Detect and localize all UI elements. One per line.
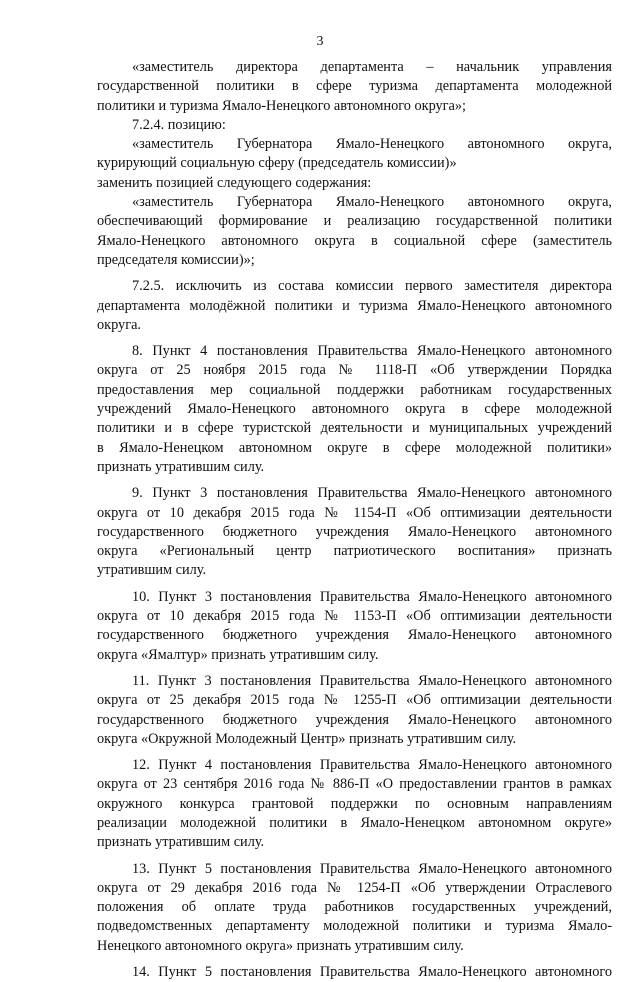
paragraph-gap: [97, 749, 612, 756]
text-line: положения об оплате труда работников государственных учреждений,: [97, 899, 612, 916]
text-line: 13. Пункт 5 постановления Правительства Ямало-Ненецкого автономного: [132, 860, 612, 877]
text-line: 12. Пункт 4 постановления Правительства Ямало-Ненецкого автономного: [132, 757, 612, 774]
text-line: реализации молодежной политики в Ямало-Ненецком автономном округе»: [97, 814, 612, 831]
text-line: окружного конкурса грантовой поддержки по основным направлениям: [97, 795, 612, 812]
text-line: утратившим силу.: [97, 562, 207, 579]
text-line: округа от 23 сентября 2016 года № 886-П «О предоставлении грантов в рамках: [97, 776, 612, 793]
text-line: подведомственных департаменту молодежной политики и туризма Ямало-: [97, 918, 612, 935]
text-line: округа «Региональный центр патриотического воспитания» признать: [97, 543, 612, 560]
text-line: 11. Пункт 3 постановления Правительства Ямало-Ненецкого автономного: [132, 672, 612, 689]
text-line: округа от 10 декабря 2015 года № 1154-П «Об оптимизации деятельности: [97, 504, 612, 521]
text-line: 10. Пункт 3 постановления Правительства Ямало-Ненецкого автономного: [132, 588, 612, 605]
text-line: признать утратившим силу.: [97, 458, 265, 475]
text-line: признать утратившим силу.: [97, 834, 265, 851]
paragraph-gap: [97, 270, 612, 277]
text-line: заменить позицией следующего содержания:: [97, 174, 372, 191]
text-line: округа от 29 декабря 2016 года № 1254-П «Об утверждении Отраслевого: [97, 879, 612, 896]
paragraph-gap: [97, 477, 612, 484]
text-line: 14. Пункт 5 постановления Правительства Ямало-Ненецкого автономного: [132, 964, 612, 981]
text-line: 9. Пункт 3 постановления Правительства Ямало-Ненецкого автономного: [132, 485, 612, 502]
text-line: Ненецкого автономного округа» признать утратившим силу.: [97, 937, 464, 954]
text-line: «заместитель директора департамента – начальник управления: [132, 59, 612, 75]
text-line: округа «Ямалтур» признать утратившим силу.: [97, 646, 379, 663]
text-line: департамента молодёжной политики и туризма Ямало-Ненецкого автономного: [97, 297, 612, 314]
text-line: председателя комиссии)»;: [97, 251, 255, 268]
text-line: политики и туризма Ямало-Ненецкого автономного округа»;: [97, 97, 467, 114]
text-line: «заместитель Губернатора Ямало-Ненецкого автономного округа,: [132, 136, 612, 153]
paragraph-gap: [97, 665, 612, 672]
text-line: 7.2.5. исключить из состава комиссии первого заместителя директора: [132, 278, 612, 295]
text-line: округа от 25 декабря 2015 года № 1255-П «Об оптимизации деятельности: [97, 692, 612, 709]
text-line: государственного бюджетного учреждения Ямало-Ненецкого автономного: [97, 627, 612, 644]
text-line: курирующий социальную сферу (председатель комиссии)»: [97, 155, 457, 172]
text-line: учреждений Ямало-Ненецкого автономного округа в сфере молодежной: [97, 401, 612, 418]
text-line: 8. Пункт 4 постановления Правительства Ямало-Ненецкого автономного: [132, 343, 612, 360]
paragraph-gap: [97, 335, 612, 342]
text-line: предоставления мер социальной поддержки работникам государственных: [97, 381, 612, 398]
text-line: политики и в сфере туристской деятельности и муниципальных учреждений: [97, 420, 612, 437]
page-number: 3: [316, 34, 324, 49]
paragraph-gap: [97, 956, 612, 963]
text-line: округа от 25 ноября 2015 года № 1118-П «Об утверждении Порядка: [97, 362, 612, 379]
text-line: округа «Окружной Молодежный Центр» признать утратившим силу.: [97, 730, 517, 747]
text-line: государственного бюджетного учреждения Ямало-Ненецкого автономного: [97, 523, 612, 540]
text-line: государственной политики в сфере туризма департамента молодежной: [97, 78, 612, 95]
text-line: государственного бюджетного учреждения Ямало-Ненецкого автономного: [97, 711, 612, 728]
paragraph-gap: [97, 581, 612, 588]
text-line: Ямало-Ненецкого автономного округа в социальной сфере (заместитель: [97, 232, 612, 249]
text-line: 7.2.4. позицию:: [132, 116, 226, 133]
text-line: округа от 10 декабря 2015 года № 1153-П «Об оптимизации деятельности: [97, 608, 612, 625]
text-line: обеспечивающий формирование и реализацию государственной политики: [97, 213, 612, 230]
text-line: округа.: [97, 316, 141, 333]
paragraph-gap: [97, 853, 612, 860]
text-line: в Ямало-Ненецком автономном округе в сфере молодежной политики»: [97, 439, 612, 456]
text-line: «заместитель Губернатора Ямало-Ненецкого автономного округа,: [132, 194, 612, 211]
document-body: [97, 58, 612, 982]
